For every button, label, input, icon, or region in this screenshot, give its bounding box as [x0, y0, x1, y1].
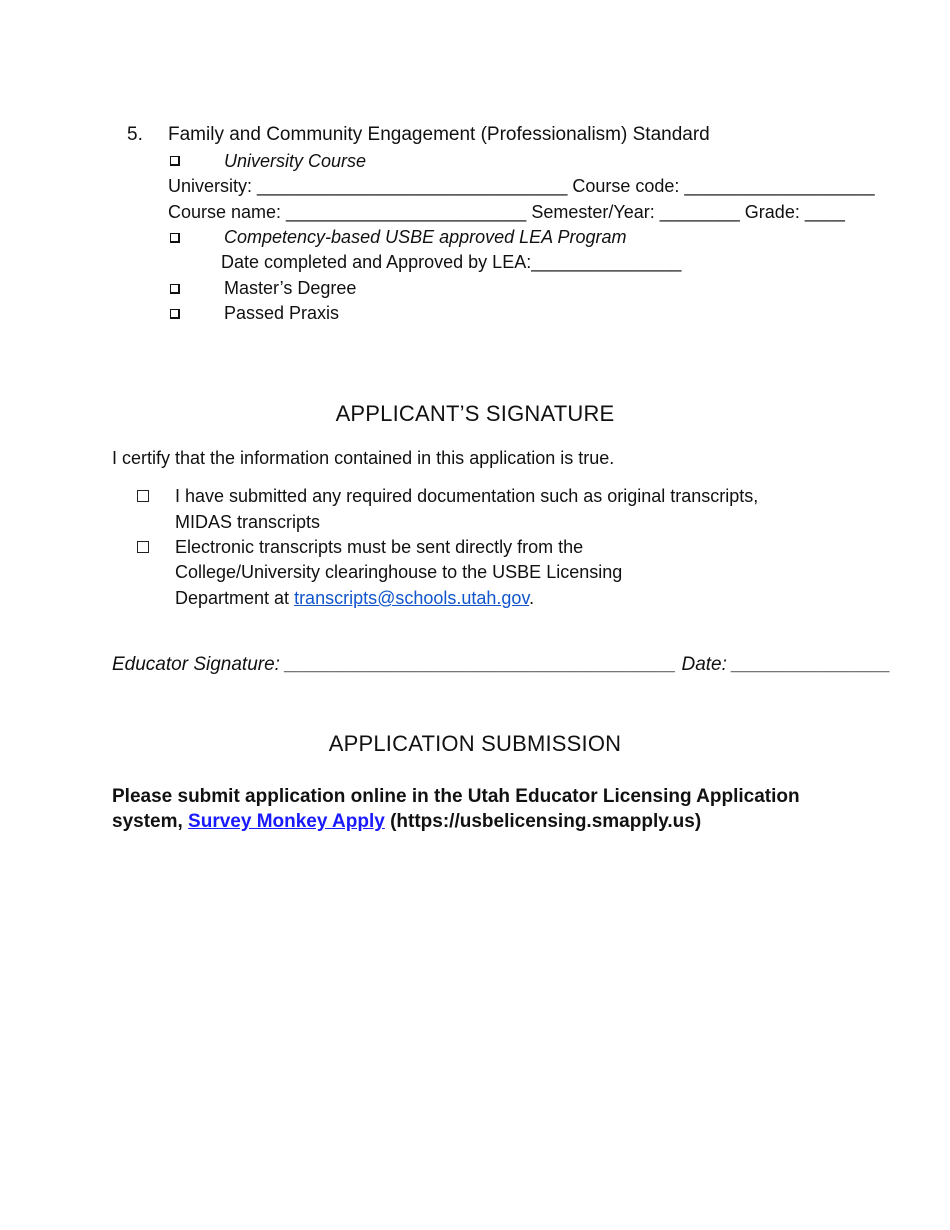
- transcripts-line-1: Electronic transcripts must be sent directly from the: [175, 537, 584, 557]
- submission-line-1: Please submit application online in the Utah Educator Licensing Application: [112, 786, 800, 807]
- documentation-line-1: I have submitted any required documentation such as original transcripts,: [175, 486, 759, 506]
- submission-line-2: [112, 810, 701, 834]
- praxis-label: Passed Praxis: [224, 303, 340, 323]
- section-title: Family and Community Engagement (Professionalism) Standard: [168, 124, 710, 145]
- educator-signature-line: Educator Signature: _____________________________________ Date: _______________: [112, 654, 891, 675]
- university-course-code-line: University: _______________________________ Course code: ___________________: [168, 176, 875, 196]
- section-number: 5.: [127, 124, 143, 145]
- documentation-checkbox[interactable]: [137, 490, 149, 502]
- transcripts-line-3-suffix: .: [529, 588, 535, 608]
- competency-checkbox[interactable]: [170, 233, 180, 243]
- transcripts-email-link[interactable]: transcripts@schools.utah.gov: [294, 588, 530, 608]
- university-course-label: University Course: [224, 151, 367, 171]
- transcripts-checkbox[interactable]: [137, 541, 149, 553]
- survey-monkey-apply-link[interactable]: Survey Monkey Apply: [188, 811, 385, 832]
- signature-heading: APPLICANT’S SIGNATURE: [335, 401, 615, 426]
- transcripts-line-3-prefix: Department at: [175, 588, 295, 608]
- certify-text: I certify that the information contained in this application is true.: [112, 448, 615, 468]
- lea-date-line: Date completed and Approved by LEA:_______________: [221, 252, 682, 272]
- transcripts-line-3: [175, 586, 534, 610]
- submission-line-2-prefix: system,: [112, 811, 189, 832]
- university-course-checkbox[interactable]: [170, 156, 180, 166]
- transcripts-line-2: College/University clearinghouse to the USBE Licensing: [175, 562, 623, 582]
- competency-label: Competency-based USBE approved LEA Program: [224, 227, 627, 247]
- praxis-checkbox[interactable]: [170, 309, 180, 319]
- course-name-line: Course name: ________________________ Semester/Year: ________ Grade: ____: [168, 202, 845, 222]
- masters-checkbox[interactable]: [170, 284, 180, 294]
- masters-label: Master’s Degree: [224, 278, 357, 298]
- submission-heading: APPLICATION SUBMISSION: [328, 731, 622, 756]
- submission-url-text: (https://usbelicensing.smapply.us): [384, 811, 702, 832]
- documentation-line-2: MIDAS transcripts: [175, 512, 321, 532]
